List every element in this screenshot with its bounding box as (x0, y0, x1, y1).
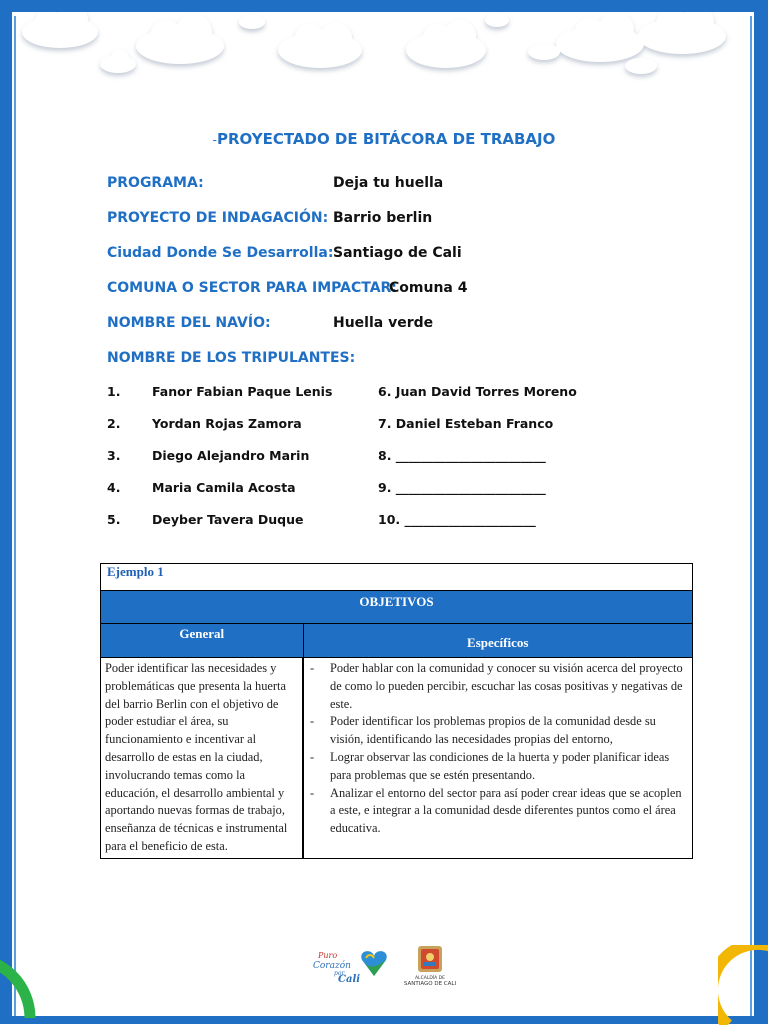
svg-text:ALCALDÍA DE: ALCALDÍA DE (415, 976, 445, 981)
crew-item: 3. Diego Alejandro Marin (107, 448, 310, 463)
field-ciudad (107, 245, 462, 261)
crew-item: 6. Juan David Torres Moreno (378, 384, 577, 399)
title-prefix: - (212, 133, 217, 147)
col-specific-header: Específicos (303, 624, 693, 658)
crew-item: 5. Deyber Tavera Duque (107, 512, 304, 527)
list-item: - Poder hablar con la comunidad y conocer su visión acerca del proyecto de como lo pueden percibir, escuchar las cosas positivas y negativas de este. (310, 661, 683, 711)
footer-logos (0, 942, 768, 992)
field-programa (107, 175, 444, 191)
corner-arc-left (0, 948, 44, 1024)
field-label: PROGRAMA: (107, 175, 204, 191)
general-objective: Poder identificar las necesidades y problemáticas que presenta la huerta del barrio Berlin con el objetivo de poder estudiar el área, su funcionamiento e incentivar al desarrollo de estas en la ciudad, involucrando temas como la educación, el desarrollo ambiental y aportando nuevas formas de trabajo, enseñanza de técnicas e instrumental para el beneficio de esta. (101, 658, 304, 859)
svg-text:Puro: Puro (318, 951, 338, 960)
field-label: COMUNA O SECTOR PARA IMPACTAR: (107, 280, 397, 296)
crew-item: 10. _____________________ (378, 512, 536, 527)
field-value: Comuna 4 (389, 280, 468, 296)
svg-text:Corazón: Corazón (313, 961, 351, 971)
crew-item: 4. Maria Camila Acosta (107, 480, 296, 495)
crew-item: 2. Yordan Rojas Zamora (107, 416, 302, 431)
crew-item: 7. Daniel Esteban Franco (378, 416, 554, 431)
crew-item: 9. ________________________ (378, 480, 546, 495)
list-item: - Poder identificar los problemas propios de la comunidad desde su visión, identificando las necesidades propias del entorno, (310, 714, 656, 747)
objectives-table (100, 563, 693, 859)
list-item: - Analizar el entorno del sector para así poder crear ideas que se acoplen a este, e integrar a la comunidad desde diferentes puntos como el área educativa. (310, 785, 682, 836)
crew-item: 8. ________________________ (378, 448, 546, 463)
col-general-header: General (101, 624, 304, 658)
alcaldia-logo (404, 946, 457, 987)
field-label: Ciudad Donde Se Desarrolla: (107, 245, 334, 261)
field-tripulantes (107, 350, 355, 366)
field-comuna (107, 280, 468, 296)
svg-text:por: por (334, 970, 345, 977)
field-proyecto (107, 210, 433, 226)
objectives-header: OBJETIVOS (101, 591, 693, 624)
list-item: - Lograr observar las condiciones de la huerta y poder planificar ideas para problemas que se estén presentando. (310, 749, 670, 782)
field-label: PROYECTO DE INDAGACIÓN: (107, 210, 329, 226)
svg-text:Cali: Cali (338, 974, 361, 985)
crew-item: 1. Fanor Fabian Paque Lenis (107, 384, 333, 399)
title-text: PROYECTADO DE BITÁCORA DE TRABAJO (216, 130, 556, 148)
field-label: NOMBRE DE LOS TRIPULANTES: (107, 350, 356, 366)
puro-corazon-logo (313, 951, 387, 985)
corner-arc-right (718, 945, 768, 1025)
field-value: Deja tu huella (333, 175, 444, 191)
field-label: NOMBRE DEL NAVÍO: (107, 315, 271, 331)
svg-text:SANTIAGO DE CALI: SANTIAGO DE CALI (403, 981, 457, 987)
field-value: Barrio berlin (333, 210, 433, 226)
field-navio (107, 315, 434, 331)
example-label: Ejemplo 1 (101, 564, 693, 591)
page-title (0, 130, 768, 148)
field-value: Huella verde (333, 315, 434, 331)
field-value: Santiago de Cali (333, 245, 462, 261)
specific-objectives (303, 658, 693, 859)
